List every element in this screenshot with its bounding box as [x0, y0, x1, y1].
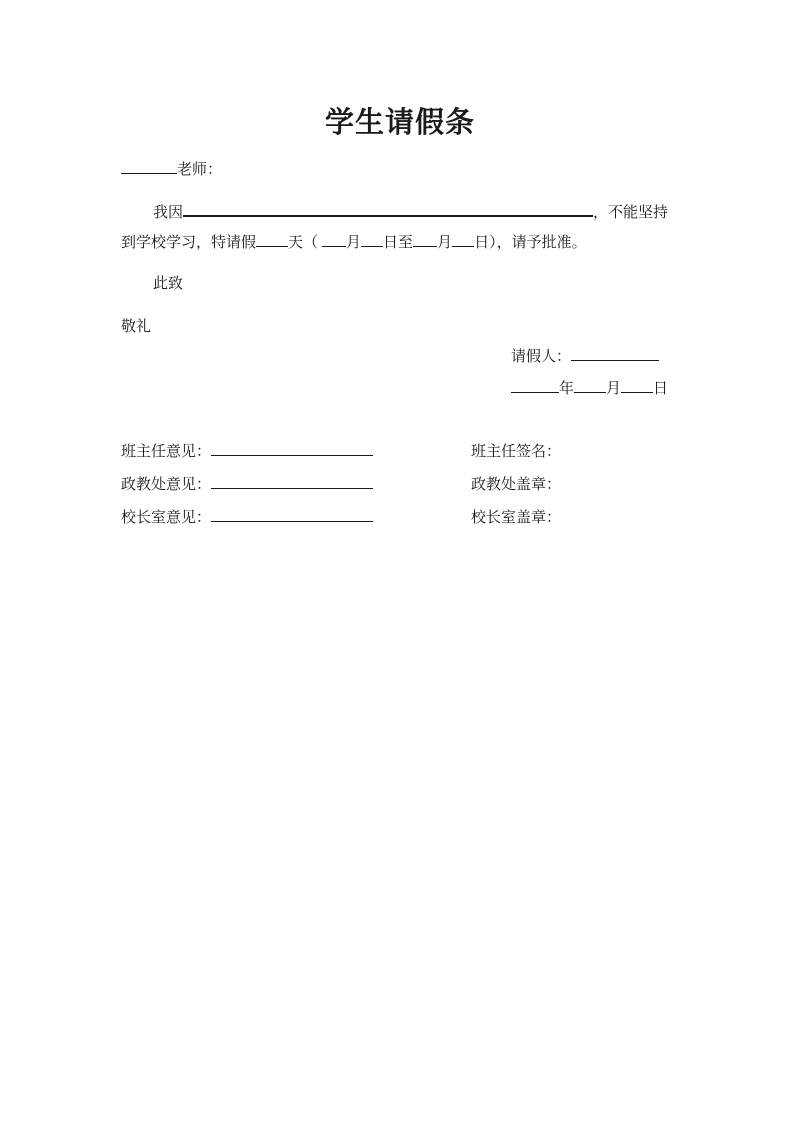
year-label: 年 [559, 379, 575, 397]
days-blank[interactable] [256, 232, 288, 247]
day-label: 日 [653, 379, 669, 397]
principal-office-stamp-label: 校长室盖章： [471, 508, 562, 526]
leave-month1: 月 [346, 233, 362, 251]
applicant-line [511, 346, 659, 366]
leave-text-b: 天（ [288, 233, 319, 251]
leave-text-a: 到学校学习，特请假 [121, 233, 257, 251]
salutation-suffix: 老师： [177, 160, 223, 178]
teacher-name-blank[interactable] [121, 159, 177, 174]
class-teacher-opinion-blank[interactable] [211, 441, 373, 456]
approval-row-class-teacher [121, 441, 373, 461]
leave-month2: 月 [437, 233, 453, 251]
start-month-blank[interactable] [322, 232, 346, 247]
reason-line [153, 201, 668, 222]
approval-row-politics-office [121, 474, 373, 494]
politics-office-opinion-blank[interactable] [211, 474, 373, 489]
class-teacher-opinion-label: 班主任意见： [121, 442, 212, 460]
principal-office-opinion-blank[interactable] [211, 507, 373, 522]
closing-line1: 此致 [153, 274, 184, 292]
end-month-blank[interactable] [413, 232, 437, 247]
approval-row-principal-office [121, 507, 373, 527]
leave-end: 日），请予批准。 [474, 233, 587, 251]
reason-blank[interactable] [183, 201, 593, 217]
politics-office-stamp-label: 政教处盖章： [471, 475, 562, 493]
salutation-line [121, 159, 222, 179]
year-blank[interactable] [511, 378, 559, 393]
class-teacher-signature-label: 班主任签名： [471, 442, 562, 460]
applicant-label: 请假人： [511, 347, 572, 365]
day-blank[interactable] [621, 378, 653, 393]
politics-office-opinion-label: 政教处意见： [121, 475, 212, 493]
start-day-blank[interactable] [361, 232, 383, 247]
reason-suffix: ，不能坚持 [593, 203, 669, 221]
end-day-blank[interactable] [452, 232, 474, 247]
date-line [511, 378, 668, 398]
closing-line2: 敬礼 [121, 317, 152, 335]
principal-office-opinion-label: 校长室意见： [121, 508, 212, 526]
reason-prefix: 我因 [153, 203, 184, 221]
page-title: 学生请假条 [324, 105, 475, 139]
month-label: 月 [606, 379, 622, 397]
leave-day-to: 日至 [383, 233, 414, 251]
applicant-blank[interactable] [571, 346, 659, 361]
leave-period-line [121, 232, 587, 252]
month-blank[interactable] [574, 378, 606, 393]
